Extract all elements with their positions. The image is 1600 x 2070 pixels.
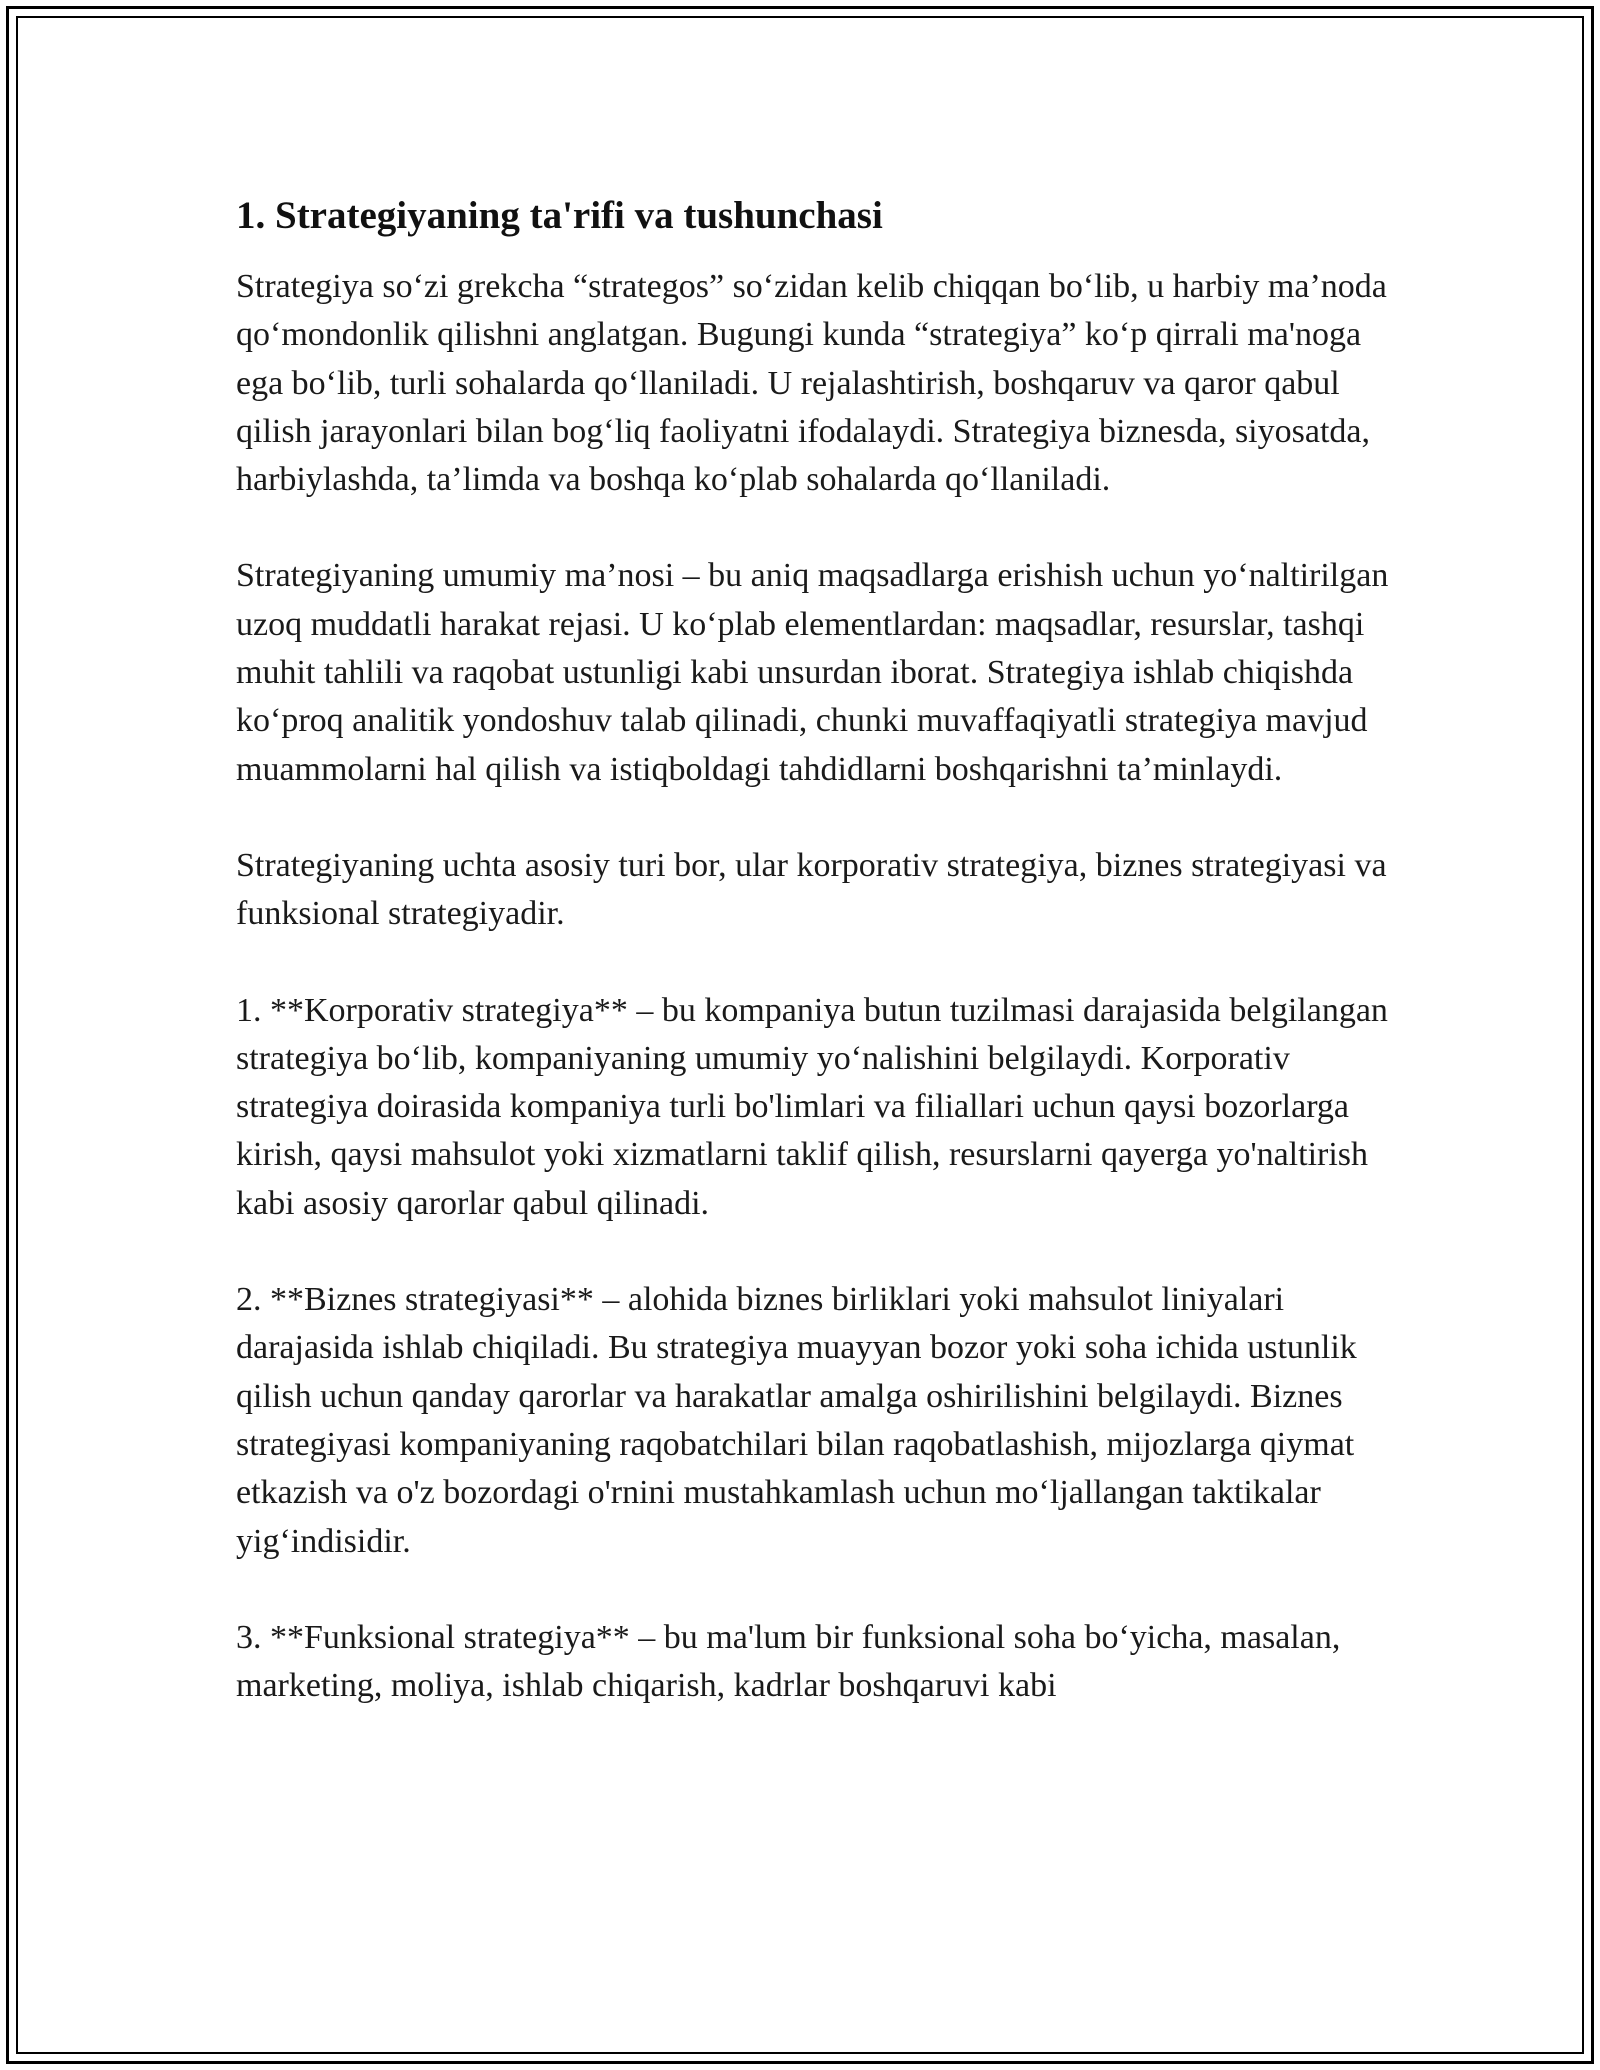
paragraph-functional-strategy: 3. **Funksional strategiya** – bu ma'lum bir funksional soha bo‘yicha, masalan, marketing, moliya, ishlab chiqarish, kadrlar boshqaruvi kabi <box>236 1618 1341 1705</box>
paragraph-types-intro: Strategiyaning uchta asosiy turi bor, ular korporativ strategiya, biznes strategiyasi va funksional strategiyadir. <box>236 846 1387 933</box>
paragraph-general-meaning: Strategiyaning umumiy ma’nosi – bu aniq maqsadlarga erishish uchun yo‘naltirilgan uzoq muddatli harakat rejasi. U ko‘plab elementlardan: maqsadlar, resurslar, tashqi muhit tahlili va raqobat ustunligi kabi unsurdan iborat. Strategiya ishlab chiqishda ko‘proq analitik yondoshuv talab qilinadi, chunki muvaffaqiyatli strategiya mavjud muammolarni hal qilish va istiqboldagi tahdidlarni boshqarishni ta’minlaydi. <box>236 557 1389 788</box>
paragraph-definition: Strategiya so‘zi grekcha “strategos” so‘zidan kelib chiqqan bo‘lib, u harbiy ma’noda qo‘mondonlik qilishni anglatgan. Bugungi kunda “strategiya” ko‘p qirrali ma'noga ega bo‘lib, turli sohalarda qo‘llaniladi. U rejalashtirish, boshqaruv va qaror qabul qilish jarayonlari bilan bog‘liq faoliyatni ifodalaydi. Strategiya biznesda, siyosatda, harbiylashda, ta’limda va boshqa ko‘plab sohalarda qo‘llaniladi. <box>236 268 1387 499</box>
paragraph-business-strategy: 2. **Biznes strategiyasi** – alohida biznes birliklari yoki mahsulot liniyalari darajasida ishlab chiqiladi. Bu strategiya muayyan bozor yoki soha ichida ustunlik qilish uchun qanday qarorlar va harakatlar amalga oshirilishini belgilaydi. Biznes strategiyasi kompaniyaning raqobatchilari bilan raqobatlashish, mijozlarga qiymat etkazish va o'z bozordagi o'rnini mustahkamlash uchun mo‘ljallangan taktikalar yig‘indisidir. <box>236 1281 1357 1560</box>
paragraph-corporate-strategy: 1. **Korporativ strategiya** – bu kompaniya butun tuzilmasi darajasida belgilangan strategiya bo‘lib, kompaniyaning umumiy yo‘nalishini belgilaydi. Korporativ strategiya doirasida kompaniya turli bo'limlari va filiallari uchun qaysi bozorlarga kirish, qaysi mahsulot yoki xizmatlarni taklif qilish, resurslarni qayerga yo'naltirish kabi asosiy qarorlar qabul qilinadi. <box>236 991 1388 1222</box>
document-body <box>236 192 1396 1758</box>
section-heading: 1. Strategiyaning ta'rifi va tushunchasi <box>236 194 883 237</box>
